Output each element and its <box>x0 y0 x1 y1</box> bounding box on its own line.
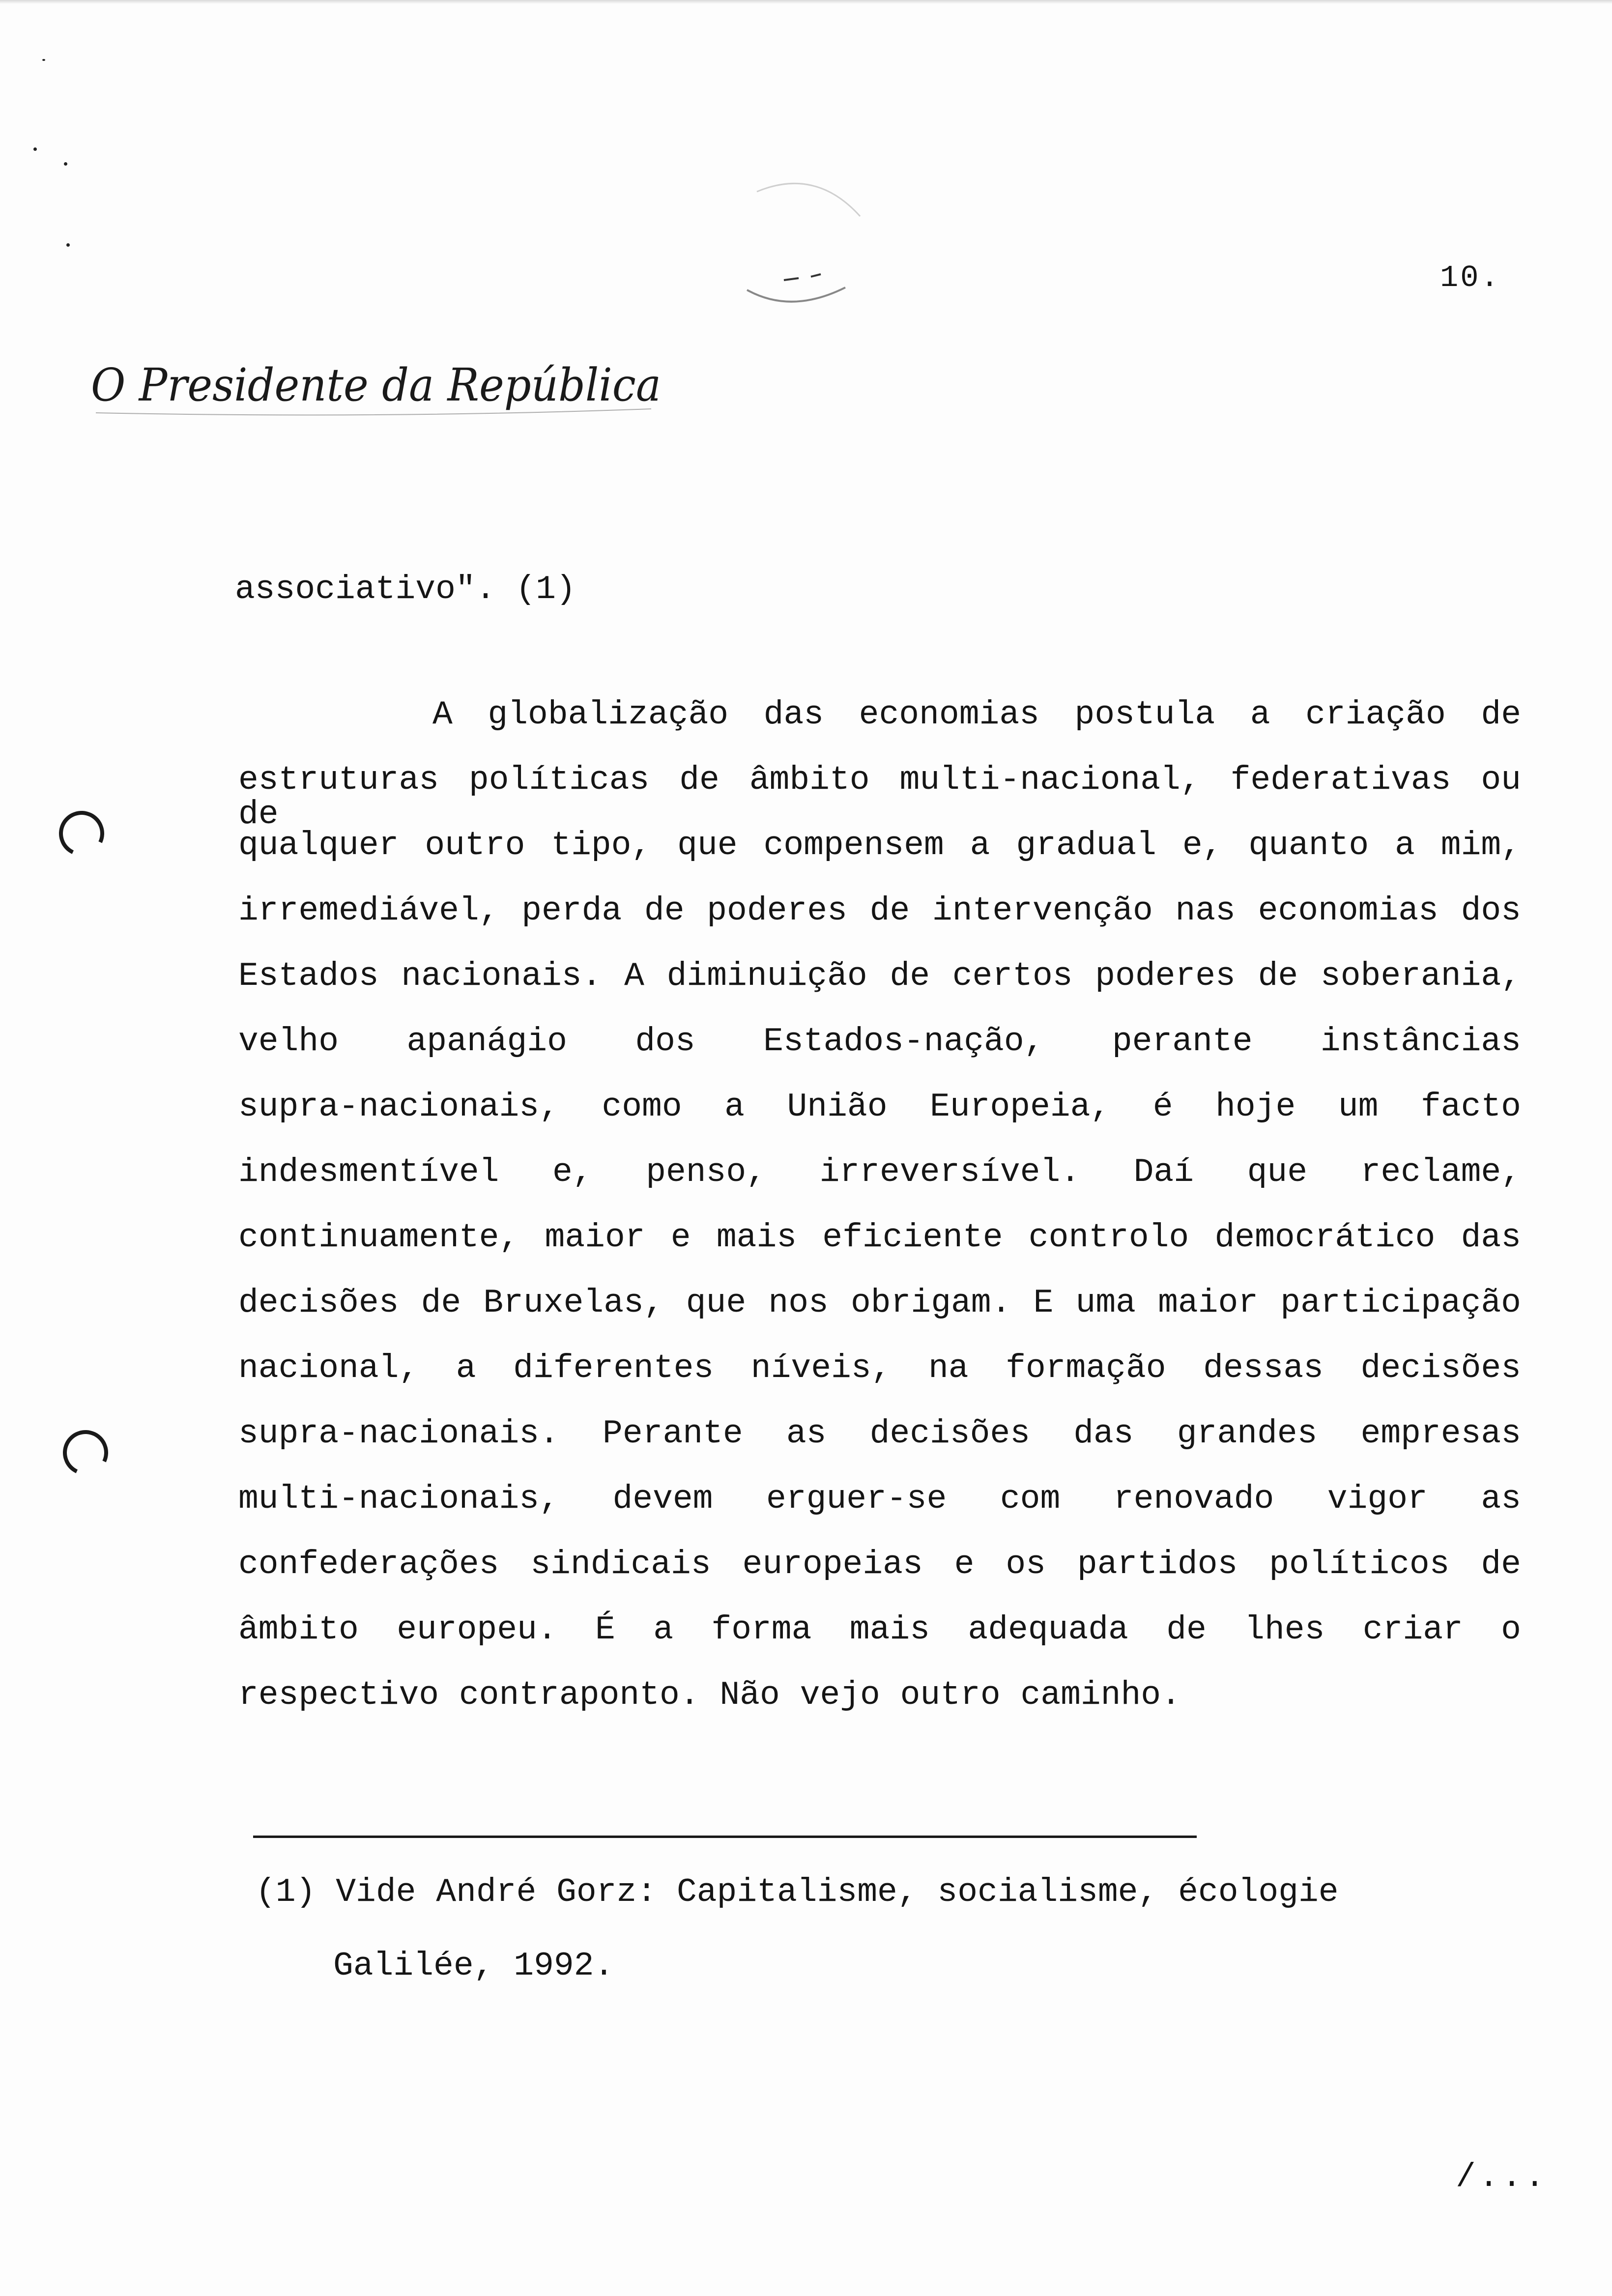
paragraph-line: nacional, a diferentes níveis, na formação dessas decisões <box>238 1349 1521 1387</box>
scan-speck <box>33 147 37 151</box>
paragraph-line: âmbito europeu. É a forma mais adequada de lhes criar o <box>238 1611 1521 1649</box>
paragraph-line: continuamente, maior e mais eficiente controlo democrático das <box>238 1219 1521 1257</box>
paragraph-line: decisões de Bruxelas, que nos obrigam. E uma maior participação <box>238 1284 1521 1322</box>
opening-line: associativo". (1) <box>235 571 576 608</box>
letterhead-script-logo <box>86 354 676 428</box>
paragraph-line: supra-nacionais, como a União Europeia, é hoje um facto <box>238 1088 1521 1126</box>
footnote-line: Galilée, 1992. <box>333 1947 614 1985</box>
scan-speck <box>64 162 67 166</box>
paragraph-line: irremediável, perda de poderes de intervenção nas economias dos <box>238 892 1521 930</box>
paragraph-line: A globalização das economias postula a criação de <box>432 696 1521 734</box>
paragraph-line: Estados nacionais. A diminuição de certos poderes de soberania, <box>238 957 1521 995</box>
main-paragraph <box>238 698 1521 1744</box>
faint-stamp-mark <box>737 162 875 319</box>
paragraph-line: confederações sindicais europeias e os partidos políticos de <box>238 1546 1521 1583</box>
paragraph-line: respectivo contraponto. Não vejo outro caminho. <box>238 1676 1181 1714</box>
svg-text:O Presidente da República: O Presidente da República <box>91 359 661 411</box>
presidential-letterhead <box>86 354 676 428</box>
page-number: 10. <box>1440 260 1501 295</box>
scan-speck <box>66 243 70 247</box>
footnote-divider <box>253 1836 1197 1838</box>
punch-hole-mark <box>53 804 111 862</box>
punch-hole-mark <box>57 1424 115 1482</box>
paragraph-line: indesmentível e, penso, irreversível. Daí que reclame, <box>238 1153 1521 1191</box>
paragraph-line: estruturas políticas de âmbito multi-nacional, federativas ou de <box>238 761 1521 833</box>
scan-speck <box>42 59 45 61</box>
paragraph-line: multi-nacionais, devem erguer-se com renovado vigor as <box>238 1480 1521 1518</box>
paragraph-line: supra-nacionais. Perante as decisões das grandes empresas <box>238 1415 1521 1453</box>
scan-edge <box>0 0 1612 4</box>
paragraph-line: qualquer outro tipo, que compensem a gradual e, quanto a mim, <box>238 827 1521 864</box>
paragraph-line: velho apanágio dos Estados-nação, perante instâncias <box>238 1023 1521 1061</box>
continuation-mark: /... <box>1456 2158 1548 2196</box>
footnote-line: (1) Vide André Gorz: Capitalisme, socialisme, écologie <box>256 1873 1339 1911</box>
